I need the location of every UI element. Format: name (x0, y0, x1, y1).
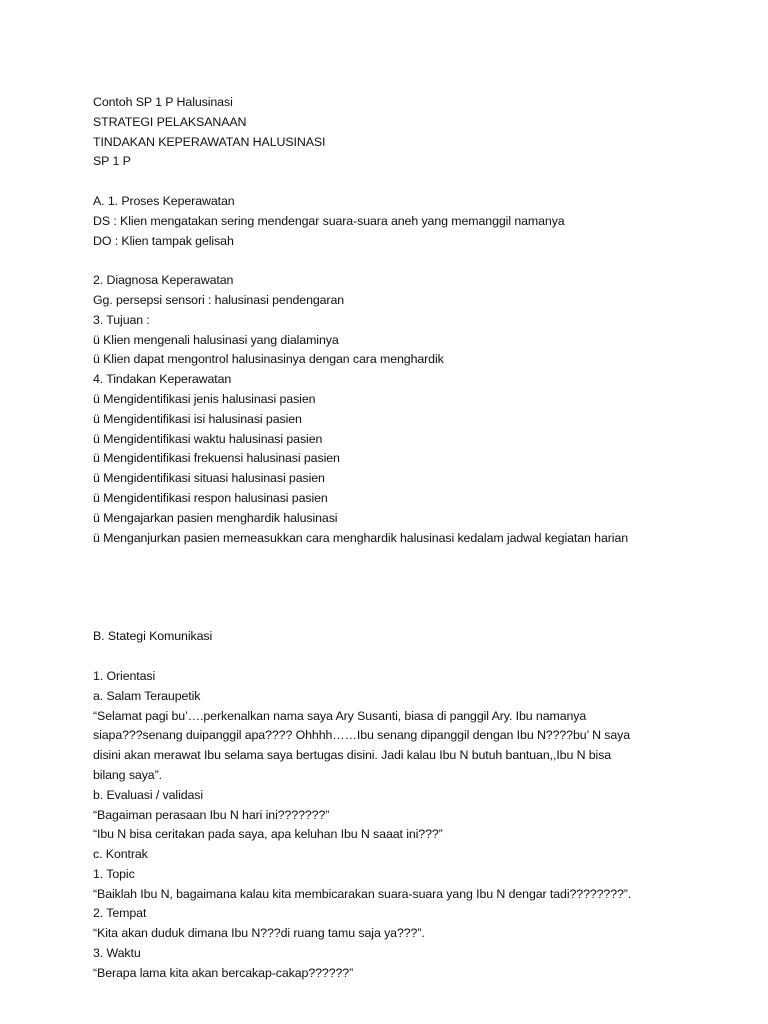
tujuan-item: ü Klien mengenali halusinasi yang dialaminya (93, 332, 339, 347)
evaluasi-title: b. Evaluasi / validasi (93, 787, 204, 802)
doc-title: Contoh SP 1 P Halusinasi (93, 95, 233, 109)
waktu-text: “Berapa lama kita akan bercakap-cakap??????” (93, 965, 354, 980)
spacer (93, 172, 728, 192)
doc-heading-strategi: STRATEGI PELAKSANAAN (93, 114, 247, 129)
diagnosa-title: 2. Diagnosa Keperawatan (93, 273, 234, 288)
tindakan-item: ü Mengidentifikasi frekuensi halusinasi pasien (93, 451, 340, 466)
strategi-komunikasi-title: B. Stategi Komunikasi (93, 629, 213, 644)
doc-heading-sp: SP 1 P (93, 154, 131, 169)
spacer (93, 647, 728, 667)
tempat-title: 2. Tempat (93, 906, 147, 921)
topic-text: “Baiklah Ibu N, bagaimana kalau kita membicarakan suara-suara yang Ibu N dengar tadi????????”. (93, 886, 632, 901)
orientasi-title: 1. Orientasi (93, 668, 156, 683)
tempat-text: “Kita akan duduk dimana Ibu N???di ruang tamu saja ya???”. (93, 926, 425, 941)
topic-title: 1. Topic (93, 866, 135, 881)
spacer (93, 251, 728, 271)
waktu-title: 3. Waktu (93, 946, 141, 961)
tindakan-item: ü Mengajarkan pasien menghardik halusinasi (93, 510, 338, 525)
tujuan-title: 3. Tujuan : (93, 312, 150, 327)
tindakan-item: ü Menganjurkan pasien memeasukkan cara menghardik halusinasi kedalam jadwal kegiatan harian (93, 530, 629, 545)
proses-title: A. 1. Proses Keperawatan (93, 193, 235, 208)
tindakan-item: ü Mengidentifikasi waktu halusinasi pasien (93, 431, 323, 446)
tujuan-item: ü Klien dapat mengontrol halusinasinya dengan cara menghardik (93, 352, 444, 367)
salam-line: “Selamat pagi bu’….perkenalkan nama saya Ary Susanti, biasa di panggil Ary. Ibu namanya (93, 708, 587, 723)
salam-title: a. Salam Teraupetik (93, 688, 201, 703)
salam-line: bilang saya”. (93, 767, 162, 782)
salam-line: disini akan merawat Ibu selama saya bertugas disini. Jadi kalau Ibu N butuh bantuan,,Ibu N bisa (93, 748, 612, 763)
tindakan-title: 4. Tindakan Keperawatan (93, 372, 232, 387)
section-gap (93, 548, 728, 627)
evaluasi-question: “Bagaiman perasaan Ibu N hari ini???????” (93, 807, 330, 822)
tindakan-item: ü Mengidentifikasi isi halusinasi pasien (93, 411, 302, 426)
salam-line: siapa???senang duipanggil apa???? Ohhhh……Ibu senang dipanggil dengan Ibu N????bu’ N saya (93, 728, 631, 743)
tindakan-item: ü Mengidentifikasi situasi halusinasi pasien (93, 471, 325, 486)
evaluasi-question: “Ibu N bisa ceritakan pada saya, apa keluhan Ibu N saaat ini???” (93, 827, 443, 842)
kontrak-title: c. Kontrak (93, 847, 148, 862)
diagnosa-text: Gg. persepsi sensori : halusinasi pendengaran (93, 292, 345, 307)
ds-text: DS : Klien mengatakan sering mendengar suara-suara aneh yang memanggil namanya (93, 213, 565, 228)
do-text: DO : Klien tampak gelisah (93, 233, 234, 248)
doc-heading-tindakan: TINDAKAN KEPERAWATAN HALUSINASI (93, 134, 326, 149)
tindakan-item: ü Mengidentifikasi jenis halusinasi pasien (93, 391, 316, 406)
tindakan-item: ü Mengidentifikasi respon halusinasi pasien (93, 490, 328, 505)
